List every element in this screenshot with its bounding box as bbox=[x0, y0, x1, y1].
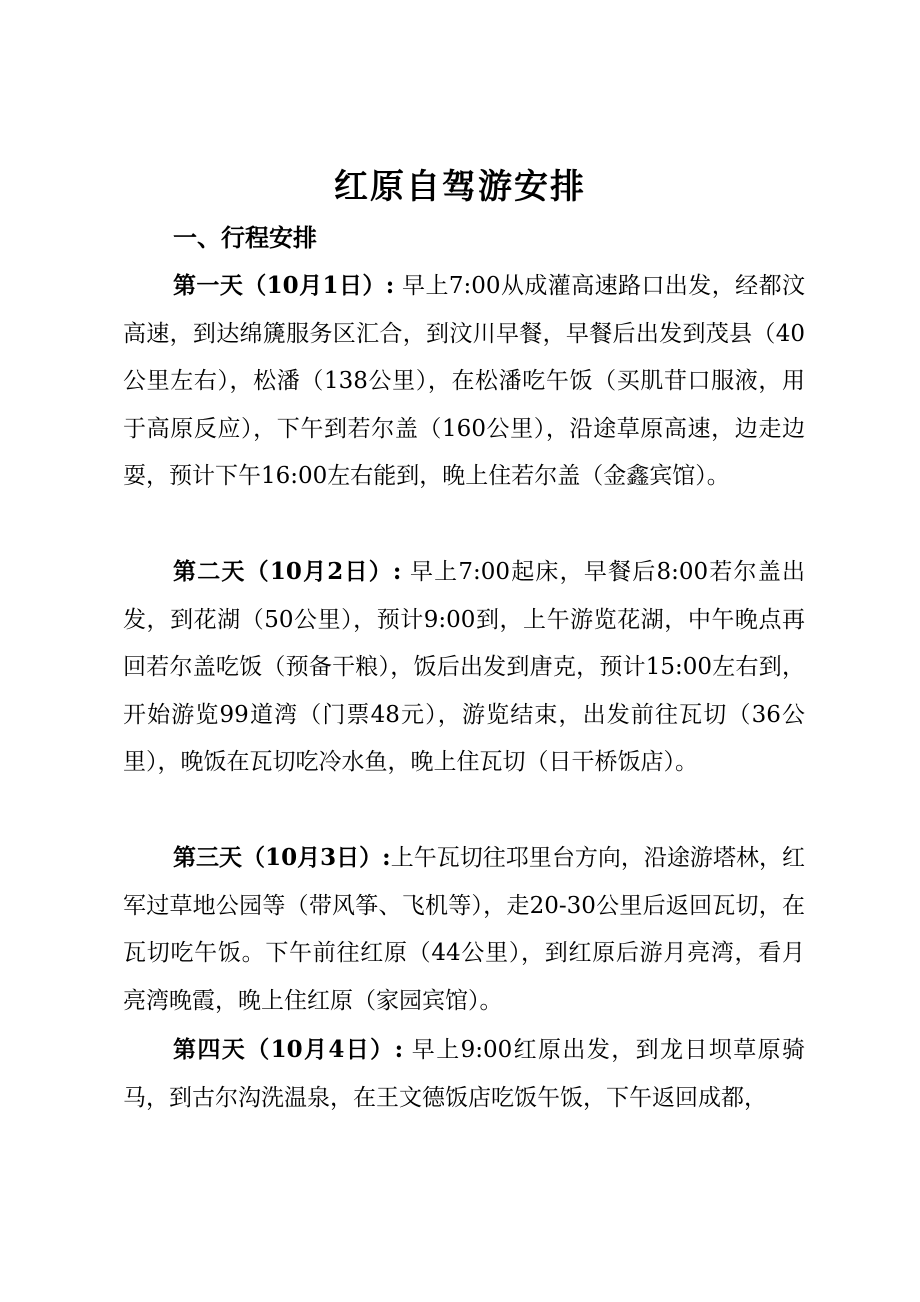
day-2-text: 早上7:00起床，早餐后8:00若尔盖出发，到花湖（50公里），预计9:00到，上午游览花湖，中午晚点再回若尔盖吃饭（预备干粮），饭后出发到唐克，预计15:00左右到，开始游览99道湾（门票48元），游览结束，出发前往瓦切（36公里），晚饭在瓦切吃冷水鱼，晚上住瓦切（日干桥饭店）。 bbox=[123, 559, 805, 776]
day-1-paragraph bbox=[123, 262, 805, 501]
section-heading: 一、行程安排 bbox=[173, 223, 317, 252]
day-4-paragraph bbox=[123, 1026, 805, 1122]
day-1-label: 第一天（10月1日）: bbox=[173, 272, 395, 299]
day-4-text: 早上9:00红原出发，到龙日坝草原骑马，到古尔沟洗温泉，在王文德饭店吃饭午饭，下午返回成都， bbox=[123, 1037, 805, 1111]
day-2-label: 第二天（10月2日）: bbox=[173, 558, 402, 585]
day-4-label: 第四天（10月4日）: bbox=[173, 1036, 404, 1063]
day-3-label: 第三天（10月3日）: bbox=[173, 844, 391, 871]
day-1-text: 早上7:00从成灌高速路口出发，经都汶高速，到达绵篪服务区汇合，到汶川早餐，早餐后出发到茂县（40公里左右），松潘（138公里），在松潘吃午饭（买肌苷口服液，用于高原反应），下午到若尔盖（160公里），沿途草原高速，边走边耍，预计下午16:00左右能到，晚上住若尔盖（金鑫宾馆）。 bbox=[123, 273, 805, 490]
document-title: 红原自驾游安排 bbox=[334, 167, 586, 207]
day-3-text: 上午瓦切往邛里台方向，沿途游塔林，红军过草地公园等（带风筝、飞机等），走20-30公里后返回瓦切，在瓦切吃午饭。下午前往红原（44公里），到红原后游月亮湾，看月亮湾晚霞，晚上住红原（家园宾馆）。 bbox=[123, 845, 805, 1014]
day-2-paragraph bbox=[123, 548, 805, 787]
day-3-paragraph bbox=[123, 834, 805, 1025]
